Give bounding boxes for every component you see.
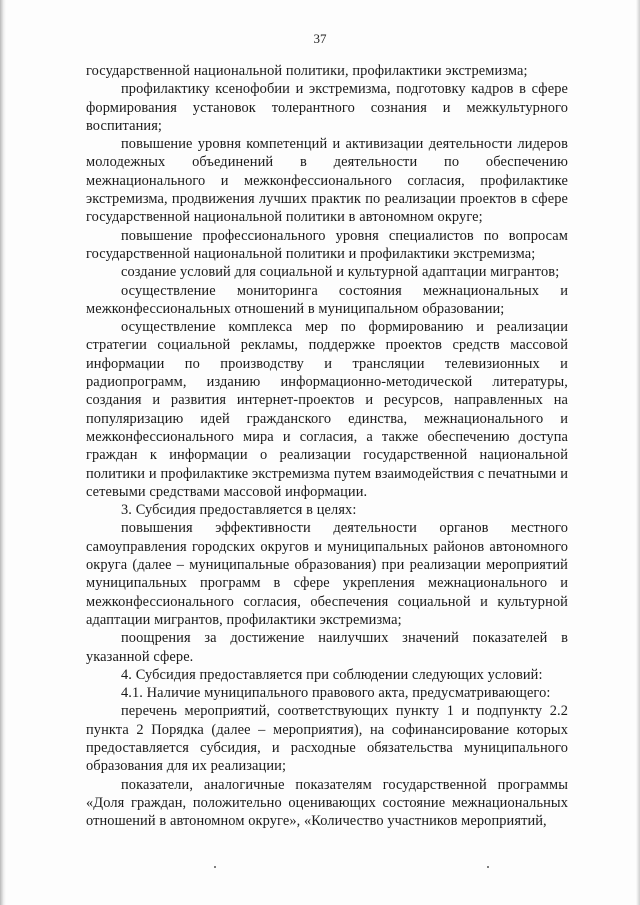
page-number: 37	[313, 31, 327, 46]
paragraph: 3. Субсидия предоставляется в целях:	[121, 502, 357, 519]
paragraph: государственной национальной политики, профилактики экстремизма;	[86, 63, 528, 79]
paragraph: повышение профессионального уровня специалистов по вопросам государственной национальной политики и профилактики экстремизма;	[86, 227, 568, 262]
scan-speck	[214, 866, 216, 868]
paragraph: перечень мероприятий, соответствующих пункту 1 и подпункту 2.2 пункта 2 Порядка (далее – мероприятия), на софинансирование которых предоставляется субсидия, и расходные обязательства муниципального образования для их реализации;	[86, 703, 568, 775]
scan-edge-left	[0, 0, 6, 905]
document-body	[86, 62, 568, 830]
scan-edge-right	[636, 0, 640, 905]
paragraph: осуществление мониторинга состояния межнациональных и межконфессиональных отношений в муниципальном образовании;	[86, 282, 568, 317]
paragraph: поощрения за достижение наилучших значений показателей в указанной сфере.	[86, 630, 568, 665]
paragraph: повышение уровня компетенций и активизации деятельности лидеров молодежных объединений в деятельности по обеспечению межнационального и межконфессионального согласия, профилактике экстремизма, продвижения лучших практик по реализации проектов в сфере государственной национальной политики в автономном округе;	[86, 136, 568, 226]
scan-speck	[487, 866, 489, 868]
paragraph: повышения эффективности деятельности органов местного самоуправления городских округов и муниципальных районов автономного округа (далее – муниципальные образования) при реализации мероприятий муниципальных программ в сфере укрепления межнационального и межконфессионального согласия, обеспечения социальной и культурной адаптации мигрантов, профилактики экстремизма;	[86, 520, 568, 628]
paragraph: профилактику ксенофобии и экстремизма, подготовку кадров в сфере формирования установок толерантного сознания и межкультурного воспитания;	[86, 81, 568, 134]
paragraph: осуществление комплекса мер по формированию и реализации стратегии социальной рекламы, поддержке проектов средств массовой информации по производству и трансляции телевизионных и радиопрограмм, изданию информационно-методической литературы, создания и развития интернет-проектов и ресурсов, направленных на популяризацию идей гражданского единства, межнационального и межконфессионального мира и согласия, а также обеспечению доступа граждан к информации о реализации государственной национальной политики и профилактике экстремизма путем взаимодействия с печатными и сетевыми средствами массовой информации.	[86, 319, 568, 500]
paragraph: 4.1. Наличие муниципального правового акта, предусматривающего:	[121, 685, 551, 702]
paragraph: 4. Субсидия предоставляется при соблюдении следующих условий:	[121, 666, 543, 683]
paragraph: показатели, аналогичные показателям государственной программы «Доля граждан, положительно оценивающих состояние межнациональных отношений в автономном округе», «Количество участников мероприятий,	[86, 776, 568, 830]
paragraph: создание условий для социальной и культурной адаптации мигрантов;	[121, 264, 560, 281]
